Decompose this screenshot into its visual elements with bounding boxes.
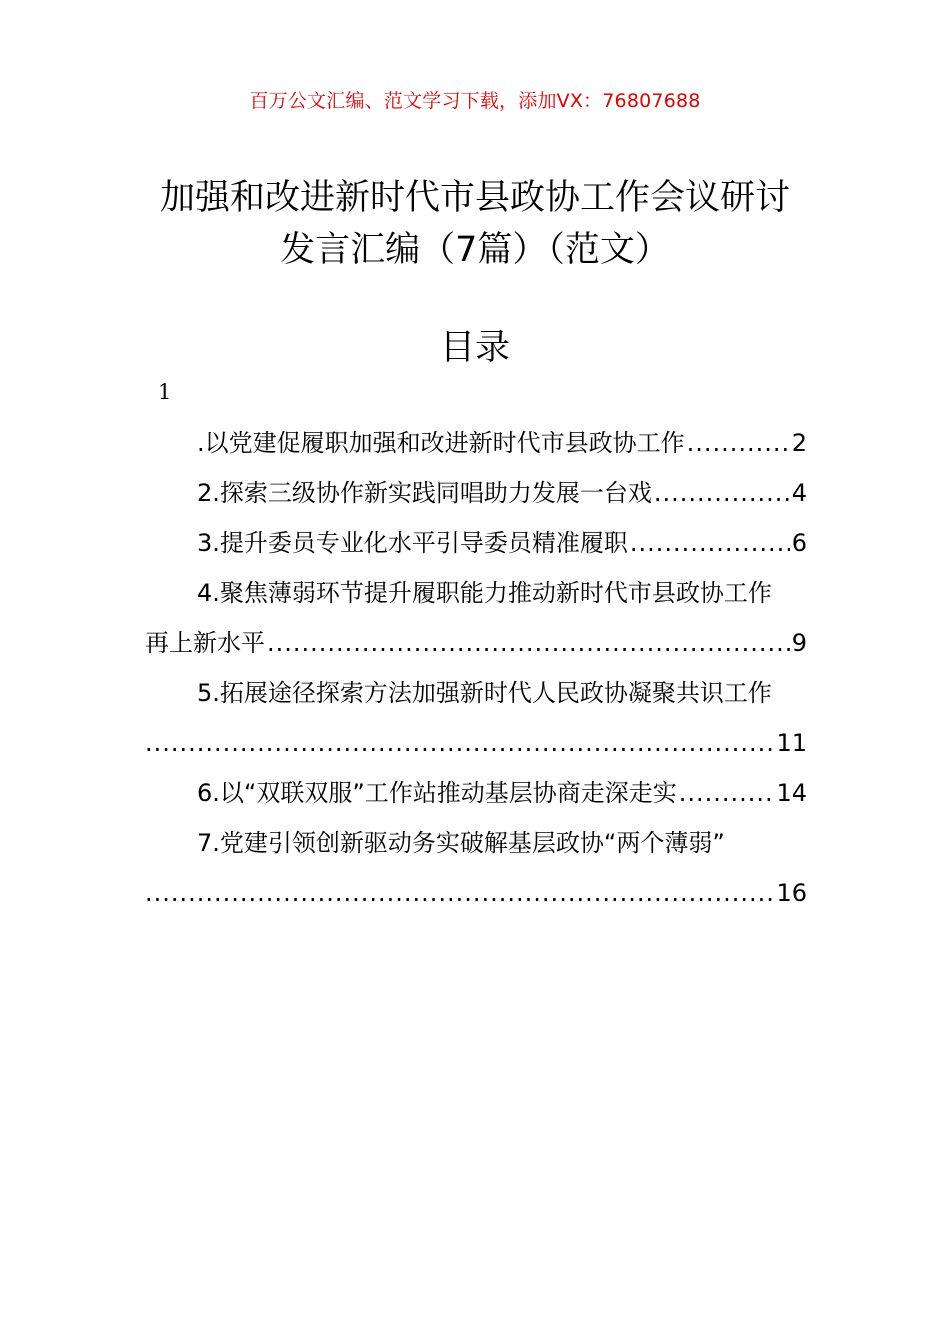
- toc-entry-7-line-1[interactable]: [145, 818, 807, 868]
- toc-entry-page: 16: [776, 879, 807, 907]
- toc-leader-dots: [687, 418, 790, 468]
- toc-entry-7-line-2[interactable]: [145, 868, 807, 918]
- toc-entry-5-line-2[interactable]: [145, 718, 807, 768]
- document-title: [0, 172, 950, 276]
- toc-leader-dots: [267, 618, 790, 668]
- stray-number: 1: [158, 380, 172, 404]
- toc-entry-page: 9: [791, 629, 807, 657]
- toc-leader-dots: [145, 868, 774, 918]
- toc-entry-text: 3.提升委员专业化水平引导委员精准履职: [197, 529, 628, 557]
- title-line-1: 加强和改进新时代市县政协工作会议研讨: [159, 178, 790, 218]
- toc-entry-1[interactable]: [145, 418, 807, 468]
- toc-entry-6[interactable]: [145, 768, 807, 818]
- toc-leader-dots: [679, 768, 775, 818]
- toc-entry-page: 11: [776, 729, 807, 757]
- toc-leader-dots: [145, 718, 774, 768]
- toc-entry-page: 4: [791, 479, 807, 507]
- title-line-2: 发言汇编（7篇）（范文）: [280, 230, 670, 270]
- toc-entry-text: 再上新水平: [145, 629, 265, 657]
- toc-entry-4-line-1[interactable]: [145, 568, 807, 618]
- toc-entry-4-line-2[interactable]: [145, 618, 807, 668]
- toc-entry-page: 14: [776, 779, 807, 807]
- toc-heading: 目录: [439, 328, 510, 368]
- toc-leader-dots: [630, 518, 790, 568]
- header-note: 百万公文汇编、范文学习下载，添加VX：76807688: [249, 90, 701, 112]
- toc-entry-text: 6.以“双联双服”工作站推动基层协商走深走实: [197, 779, 677, 807]
- toc-entry-text: .以党建促履职加强和改进新时代市县政协工作: [197, 429, 685, 457]
- toc-entry-2[interactable]: [145, 468, 807, 518]
- toc-entry-text: 7.党建引领创新驱动务实破解基层政协“两个薄弱”: [197, 829, 725, 857]
- toc-entry-5-line-1[interactable]: [145, 668, 807, 718]
- toc-leader-dots: [654, 468, 790, 518]
- toc-entry-3[interactable]: [145, 518, 807, 568]
- toc-entry-text: 4.聚焦薄弱环节提升履职能力推动新时代市县政协工作: [197, 579, 772, 607]
- toc-entry-text: 5.拓展途径探索方法加强新时代人民政协凝聚共识工作: [197, 679, 772, 707]
- toc-entry-text: 2.探索三级协作新实践同唱助力发展一台戏: [197, 479, 652, 507]
- toc-entry-page: 2: [791, 429, 807, 457]
- toc-entry-page: 6: [791, 529, 807, 557]
